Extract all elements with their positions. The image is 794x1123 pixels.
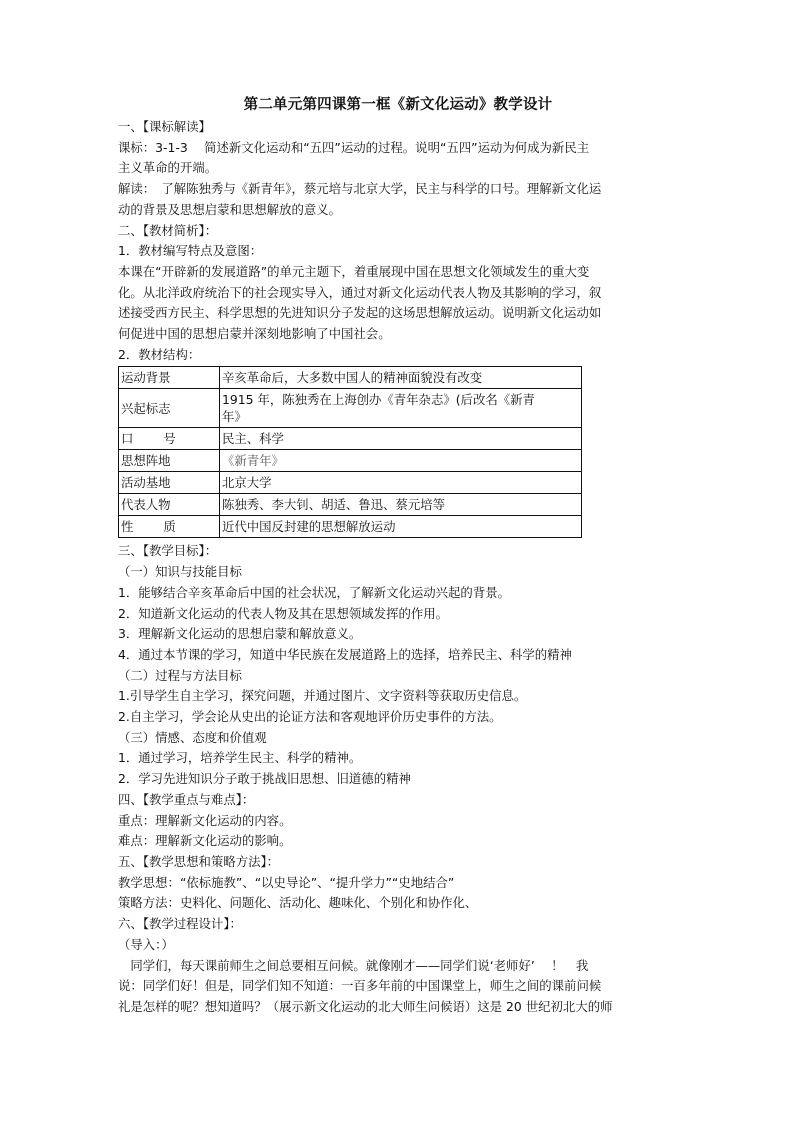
list-item: 1．能够结合辛亥革命后中国的社会状况，了解新文化运动兴起的背景。 <box>118 584 510 600</box>
textbook-structure-title: 2．教材结构： <box>118 346 201 362</box>
list-item: 2.自主学习，学会论从史出的论证方法和客观地评价历史事件的方法。 <box>118 709 502 725</box>
textbook-features-line-4: 何促进中国的思想启蒙并深刻地影响了中国社会。 <box>118 326 391 342</box>
section-2-heading: 二、【教材简析】： <box>118 222 218 238</box>
section-3-heading: 三、【教学目标】： <box>118 543 218 559</box>
textbook-features-line-2: 化。从北洋政府统治下的社会现实导入，通过对新文化运动代表人物及其影响的学习，叙 <box>118 284 602 300</box>
table-value-line-2: 年》 <box>222 409 247 425</box>
list-item: 3．理解新文化运动的思想启蒙和解放意义。 <box>118 626 362 642</box>
table-key-char-1: 口 <box>121 431 134 447</box>
textbook-features-line-3: 述接受西方民主、科学思想的先进知识分子发起的这场思想解放运动。说明新文化运动如 <box>118 305 602 321</box>
list-item: 1.引导学生自主学习，探究问题，并通过图片、文字资料等获取历史信息。 <box>118 688 527 704</box>
goal-group-2-title: （二）过程与方法目标 <box>118 667 242 683</box>
curriculum-standard-line-2: 主义革命的开端。 <box>118 160 218 176</box>
table-key-cell: 思想阵地 <box>119 450 220 472</box>
table-key-char-1: 性 <box>121 519 134 535</box>
key-point: 重点：理解新文化运动的内容。 <box>118 812 292 828</box>
textbook-features-title: 1．教材编写特点及意图： <box>118 243 263 259</box>
section-6-heading: 六、【教学过程设计】： <box>118 916 242 932</box>
intro-paragraph-line-1: 同学们，每天课前师生之间总要相互问候。就像刚才——同学们说‘老师好’ ！ 我 <box>118 957 589 973</box>
structure-table <box>118 366 582 538</box>
table-key-cell <box>119 428 220 450</box>
table-row <box>119 428 582 450</box>
intro-label: （导入：） <box>118 936 174 952</box>
teaching-philosophy: 教学思想：“依标施教”、“以史导论”、“提升学力”“史地结合” <box>118 874 455 890</box>
table-key-cell <box>119 516 220 538</box>
table-key-cell: 活动基地 <box>119 472 220 494</box>
document-title: 第二单元第四课第一框《新文化运动》教学设计 <box>243 97 553 113</box>
table-value-cell: 辛亥革命后，大多数中国人的精神面貌没有改变 <box>220 367 582 389</box>
list-item: 2．知道新文化运动的代表人物及其在思想领域发挥的作用。 <box>118 605 449 621</box>
list-item: 4．通过本节课的学习，知道中华民族在发展道路上的选择，培养民主、科学的精神 <box>118 646 572 662</box>
list-item: 2．学习先进知识分子敢于挑战旧思想、旧道德的精神 <box>118 771 411 787</box>
table-value-line-1: 1915 年，陈独秀在上海创办《青年杂志》(后改名《新青 <box>222 392 535 408</box>
table-value-cell: 民主、科学 <box>220 428 582 450</box>
section-4-heading: 四、【教学重点与难点】： <box>118 791 255 807</box>
interpretation-line-1: 解读： 了解陈独秀与《新青年》，蔡元培与北京大学，民主与科学的口号。理解新文化运 <box>118 181 602 197</box>
difficult-point: 难点：理解新文化运动的影响。 <box>118 833 292 849</box>
table-key-cell: 兴起标志 <box>119 389 220 428</box>
table-value-cell <box>220 389 582 428</box>
section-1-heading: 一、【课标解读】 <box>118 119 211 134</box>
intro-paragraph-line-3: 礼是怎样的呢？想知道吗？（展示新文化运动的北大师生问候语）这是 20 世纪初北大的师 <box>118 998 613 1014</box>
table-value-cell: 近代中国反封建的思想解放运动 <box>220 516 582 538</box>
table-row <box>119 367 582 389</box>
table-value-cell: 陈独秀、李大钊、胡适、鲁迅、蔡元培等 <box>220 494 582 516</box>
table-row <box>119 472 582 494</box>
list-item: 1．通过学习，培养学生民主、科学的精神。 <box>118 750 362 766</box>
table-key-char-2: 号 <box>163 431 176 447</box>
goal-group-3-title: （三）情感、态度和价值观 <box>118 729 267 745</box>
goal-group-1-title: （一）知识与技能目标 <box>118 564 242 580</box>
table-key-char-2: 质 <box>163 519 176 535</box>
interpretation-line-2: 动的背景及思想启蒙和思想解放的意义。 <box>118 201 342 217</box>
textbook-features-line-1: 本课在“开辟新的发展道路”的单元主题下，着重展现中国在思想文化领域发生的重大变 <box>118 263 590 279</box>
table-row <box>119 516 582 538</box>
section-5-heading: 五、【教学思想和策略方法】： <box>118 853 280 869</box>
table-value-cell: 北京大学 <box>220 472 582 494</box>
table-row <box>119 450 582 472</box>
table-row <box>119 494 582 516</box>
document-page <box>118 94 678 1018</box>
table-row <box>119 389 582 428</box>
intro-paragraph-line-2: 说：同学们好！但是，同学们知不知道：一百多年前的中国课堂上，师生之间的课前问候 <box>118 978 602 994</box>
table-key-cell: 运动背景 <box>119 367 220 389</box>
table-key-cell: 代表人物 <box>119 494 220 516</box>
curriculum-standard-line-1: 课标：3-1-3 简述新文化运动和“五四”运动的过程。说明“五四”运动为何成为新民主 <box>118 139 590 155</box>
teaching-strategy: 策略方法：史料化、问题化、活动化、趣味化、个别化和协作化、 <box>118 895 478 911</box>
table-value-cell: 《新青年》 <box>220 450 582 472</box>
